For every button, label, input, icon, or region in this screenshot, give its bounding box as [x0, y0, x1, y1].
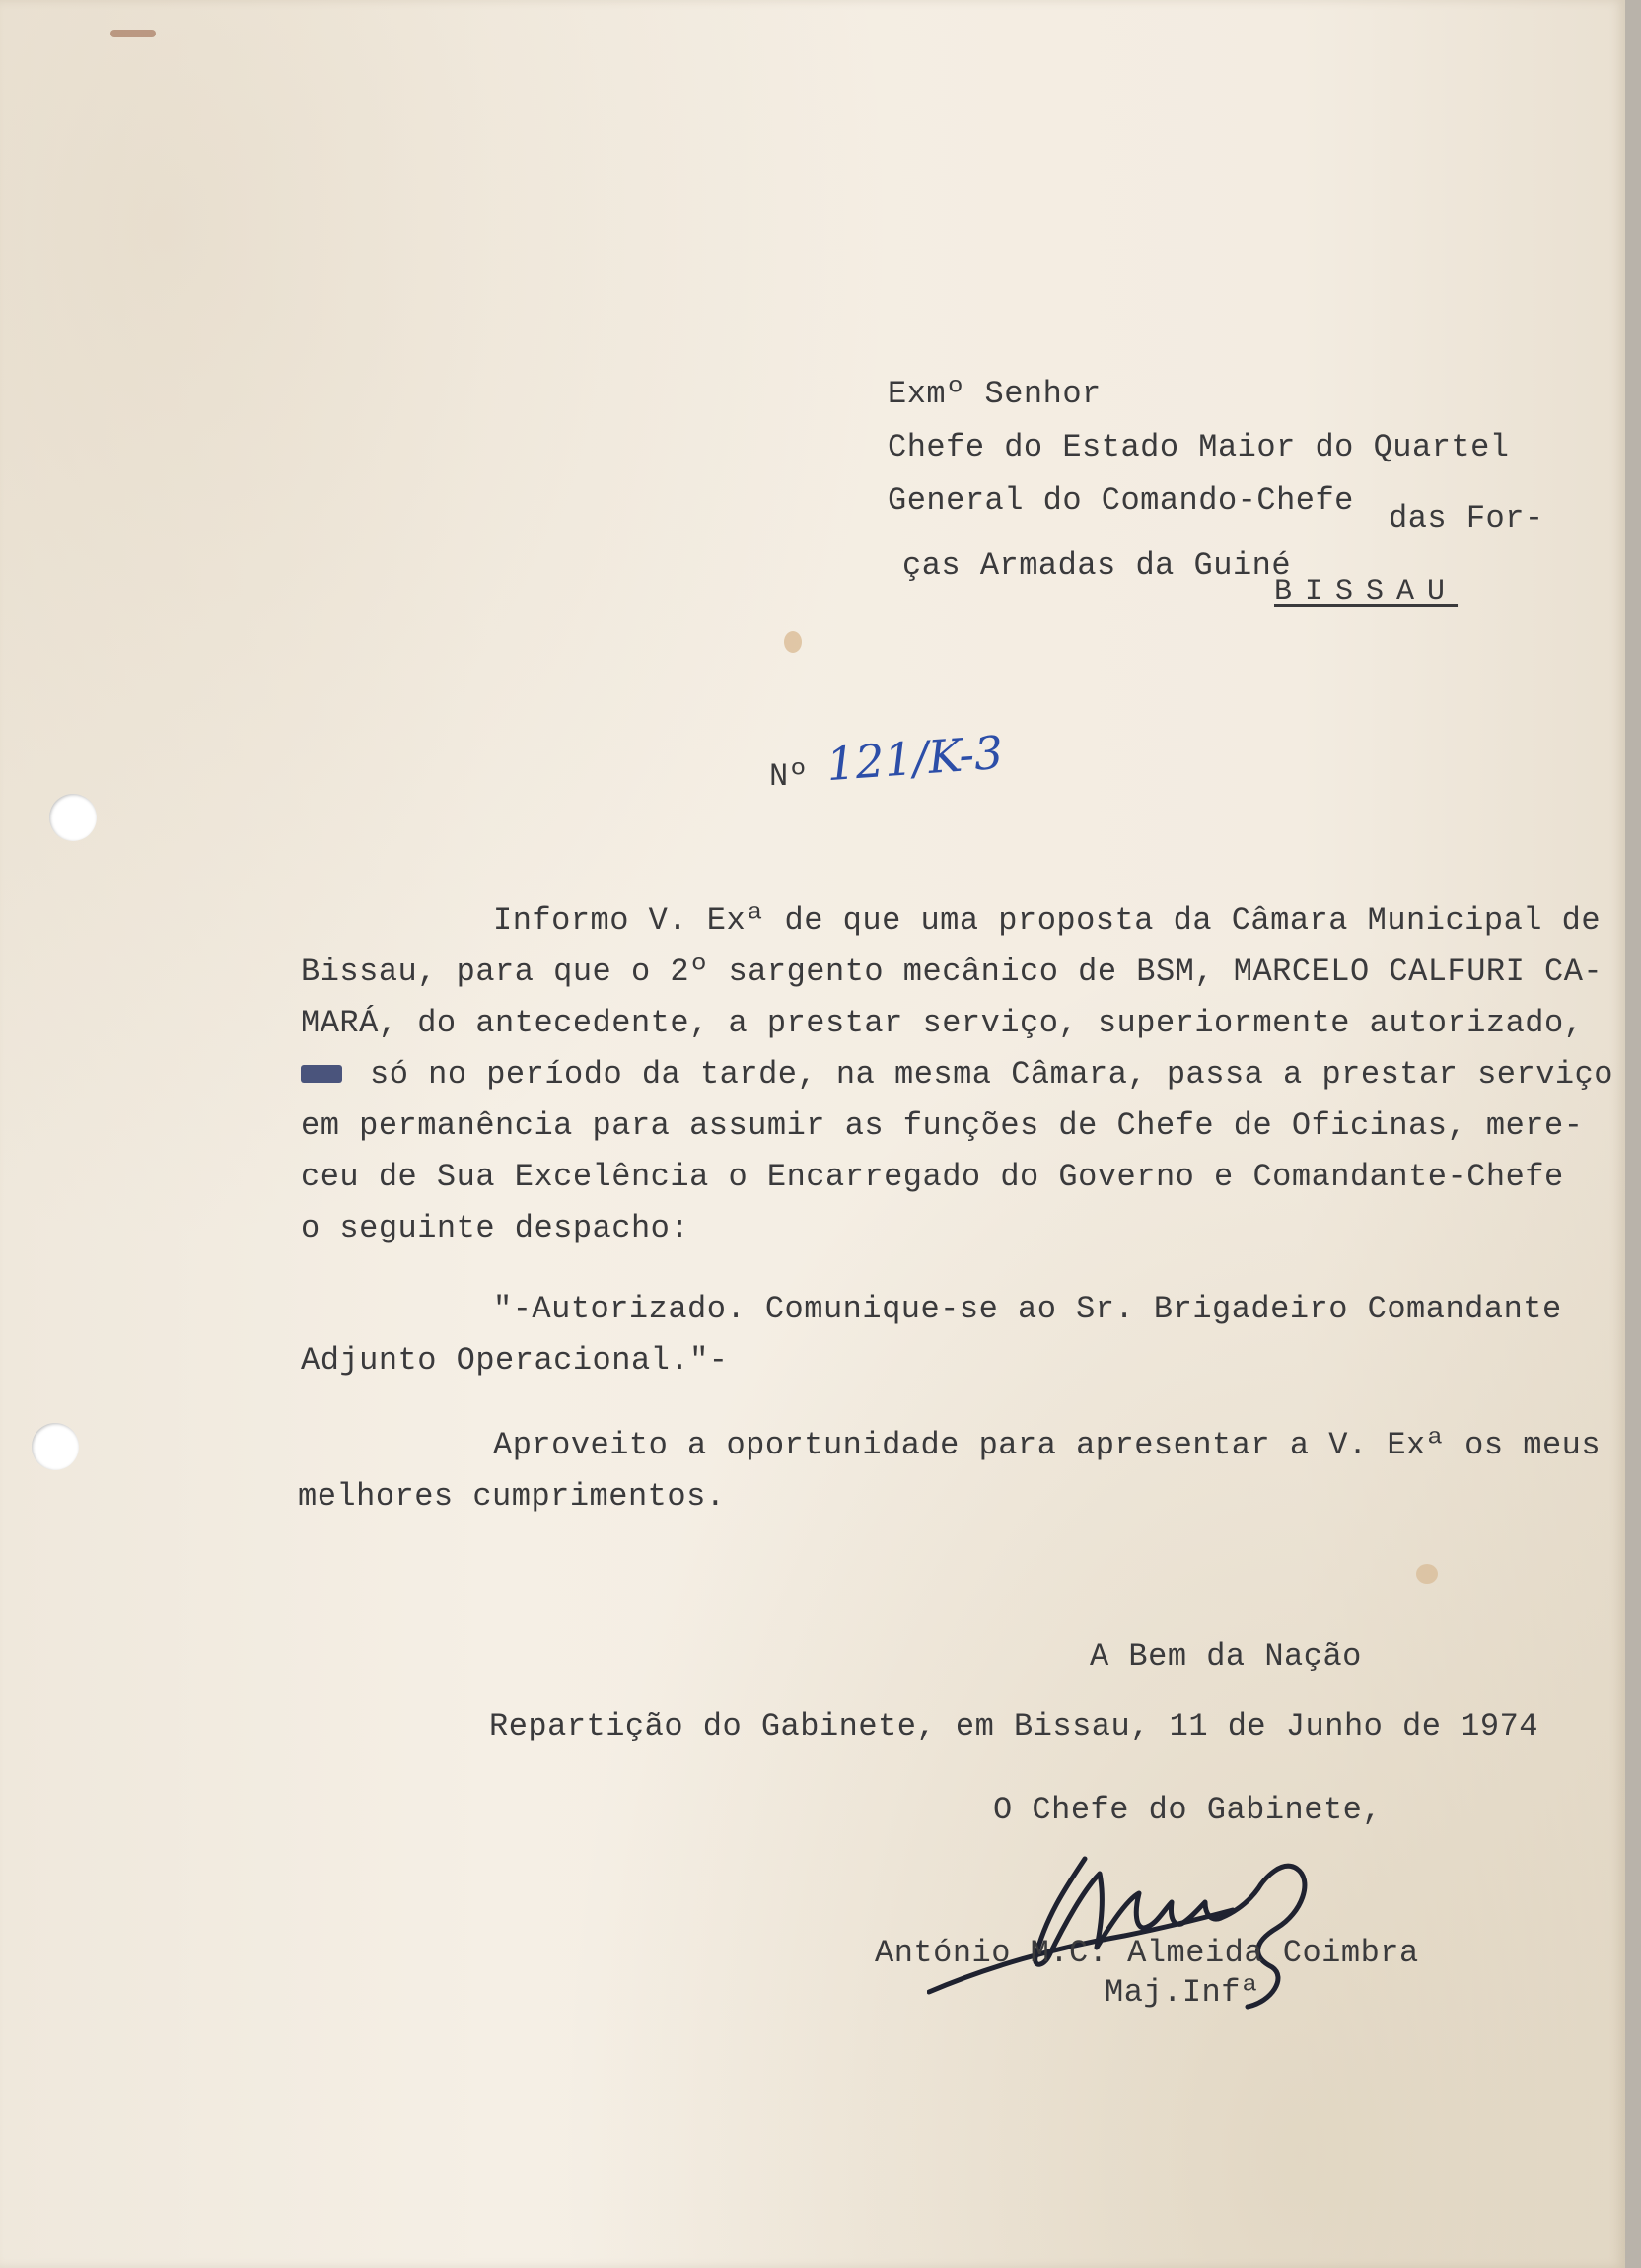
signer-title: O Chefe do Gabinete, [993, 1792, 1383, 1828]
body-paragraph-line: MARÁ, do antecedente, a prestar serviço, superiormente autorizado, [301, 1005, 1584, 1041]
addressee-line-3-tail: das For- [1389, 500, 1544, 536]
addressee-line-4: ças Armadas da Guiné [902, 547, 1292, 584]
addressee-city: BISSAU [1274, 575, 1459, 608]
stain-mark [1416, 1564, 1438, 1584]
addressee-line-1: Exmº Senhor [888, 376, 1102, 412]
addressee-line-2: Chefe do Estado Maior do Quartel [888, 429, 1510, 465]
signer-rank: Maj.Infª [1105, 1974, 1260, 2011]
closing-line: melhores cumprimentos. [298, 1478, 726, 1515]
motto: A Bem da Nação [1090, 1638, 1362, 1674]
stain-mark [784, 631, 802, 653]
reference-label: Nº [769, 758, 809, 795]
stain-mark [110, 30, 156, 37]
body-paragraph-line: só no período da tarde, na mesma Câmara, passa a prestar serviço [370, 1056, 1613, 1093]
quote-line: Adjunto Operacional."- [301, 1342, 729, 1379]
place-date: Repartição do Gabinete, em Bissau, 11 de Junho de 1974 [489, 1708, 1538, 1744]
reference-number: 121/K-3 [824, 725, 1005, 792]
punch-hole-bottom [32, 1423, 79, 1470]
signer-name: António M.C. Almeida Coimbra [875, 1935, 1419, 1971]
body-paragraph-line: Bissau, para que o 2º sargento mecânico de BSM, MARCELO CALFURI CA- [301, 954, 1604, 990]
addressee-line-3: General do Comando-Chefe [888, 482, 1354, 519]
closing-line: Aproveito a oportunidade para apresentar a V. Exª os meus [493, 1427, 1602, 1463]
body-paragraph-line: Informo V. Exª de que uma proposta da Câmara Municipal de [493, 902, 1602, 939]
body-paragraph-line: ceu de Sua Excelência o Encarregado do Governo e Comandante-Chefe [301, 1159, 1564, 1195]
body-paragraph-line: em permanência para assumir as funções de Chefe de Oficinas, mere- [301, 1107, 1584, 1144]
body-paragraph-line: o seguinte despacho: [301, 1210, 690, 1246]
quote-line: "-Autorizado. Comunique-se ao Sr. Brigadeiro Comandante [493, 1291, 1562, 1327]
struck-word-mark [301, 1065, 342, 1083]
punch-hole-top [49, 794, 97, 841]
